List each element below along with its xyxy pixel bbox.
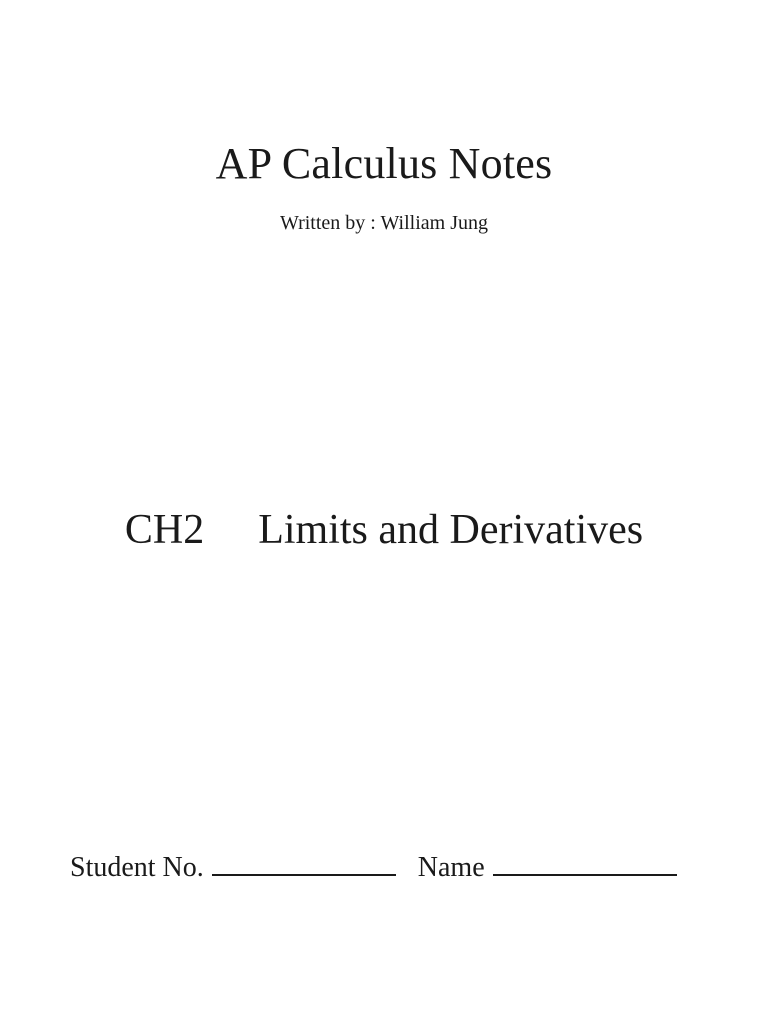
document-title: AP Calculus Notes: [215, 139, 553, 188]
chapter-heading: [0, 504, 768, 556]
student-no-blank: [212, 848, 396, 876]
author-line: Written by : William Jung: [280, 212, 488, 234]
student-no-label: Student No.: [70, 852, 204, 883]
chapter-number: CH2: [124, 507, 205, 553]
name-label: Name: [417, 852, 485, 883]
name-blank: [493, 848, 677, 876]
student-info-fields: [70, 848, 710, 888]
chapter-title: Limits and Derivatives: [258, 507, 644, 553]
